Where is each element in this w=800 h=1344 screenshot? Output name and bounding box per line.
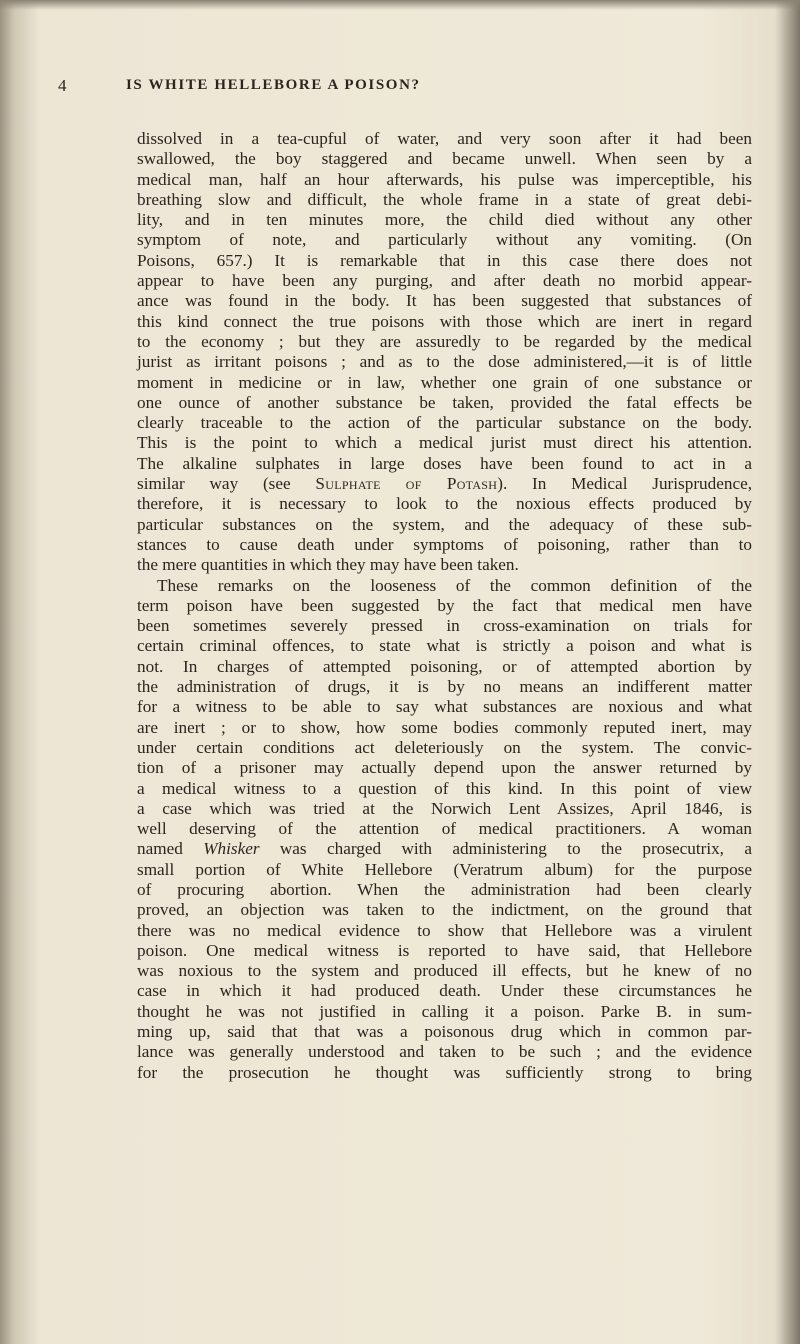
- text-line: the administration of drugs, it is by no means an indifferent matter: [137, 677, 752, 697]
- text-line: [137, 474, 752, 494]
- running-head: [0, 76, 800, 100]
- text-line: particular substances on the system, and the adequacy of these sub-: [137, 514, 752, 534]
- text-line: dissolved in a tea-cupful of water, and very soon after it had been: [137, 129, 752, 148]
- text-line: lity, and in ten minutes more, the child died without any other: [137, 210, 752, 230]
- cross-reference: Sulphate of Potash: [315, 474, 498, 494]
- text-line: to the economy ; but they are assuredly to be regarded by the medical: [137, 331, 752, 351]
- text-line: ance was found in the body. It has been suggested that substances of: [137, 291, 752, 311]
- text-line: symptom of note, and particularly without any vomiting. (On: [137, 230, 752, 250]
- text-line: clearly traceable to the action of the particular substance on the body.: [137, 413, 752, 433]
- text-span: was charged with administering to the prosecutrix, a: [259, 839, 752, 859]
- text-line: a medical witness to a question of this kind. In this point of view: [137, 778, 752, 798]
- text-line: This is the point to which a medical jurist must direct his attention.: [137, 433, 752, 453]
- text-line: moment in medicine or in law, whether one grain of one substance or: [137, 372, 752, 392]
- text-line: small portion of White Hellebore (Veratrum album) for the purpose: [137, 859, 752, 879]
- text-line: thought he was not justified in calling it a poison. Parke B. in sum-: [137, 1001, 752, 1021]
- text-line: case in which it had produced death. Under these circumstances he: [137, 981, 752, 1001]
- text-span: ). In Medical Jurisprudence,: [497, 474, 753, 494]
- defendant-name: Whisker: [203, 839, 260, 859]
- text-line: was noxious to the system and produced ill effects, but he knew of no: [137, 961, 752, 981]
- running-title: IS WHITE HELLEBORE A POISON?: [126, 77, 421, 93]
- text-line: ming up, said that that was a poisonous drug which in common par-: [137, 1022, 752, 1042]
- text-line: well deserving of the attention of medical practitioners. A woman: [137, 819, 752, 839]
- text-line: this kind connect the true poisons with those which are inert in regard: [137, 311, 752, 331]
- text-line: not. In charges of attempted poisoning, or of attempted abortion by: [137, 656, 752, 676]
- text-line: of procuring abortion. When the administration had been clearly: [137, 879, 752, 899]
- text-line: poison. One medical witness is reported to have said, that Hellebore: [137, 940, 752, 960]
- text-line: medical man, half an hour afterwards, his pulse was imperceptible, his: [137, 169, 752, 189]
- text-line: Poisons, 657.) It is remarkable that in this case there does not: [137, 250, 752, 270]
- text-line: a case which was tried at the Norwich Lent Assizes, April 1846, is: [137, 798, 752, 818]
- text-line: there was no medical evidence to show that Hellebore was a virulent: [137, 920, 752, 940]
- text-line: under certain conditions act deleteriously on the system. The convic-: [137, 737, 752, 757]
- text-line: lance was generally understood and taken to be such ; and the evidence: [137, 1042, 752, 1062]
- text-line: These remarks on the looseness of the common definition of the: [157, 575, 752, 595]
- text-line: been sometimes severely pressed in cross-examination on trials for: [137, 616, 752, 636]
- text-line: are inert ; or to show, how some bodies commonly reputed inert, may: [137, 717, 752, 737]
- text-line: proved, an objection was taken to the indictment, on the ground that: [137, 900, 752, 920]
- text-span: similar way (see: [137, 474, 316, 494]
- text-line: therefore, it is necessary to look to the noxious effects produced by: [137, 494, 752, 514]
- text-line: stances to cause death under symptoms of poisoning, rather than to: [137, 534, 752, 554]
- text-line: jurist as irritant poisons ; and as to the dose administered,—it is of little: [137, 352, 752, 372]
- text-line: one ounce of another substance be taken, provided the fatal effects be: [137, 392, 752, 412]
- text-line: [137, 839, 752, 859]
- text-line: The alkaline sulphates in large doses have been found to act in a: [137, 453, 752, 473]
- text-line: the mere quantities in which they may have been taken.: [137, 555, 519, 575]
- text-line: for the prosecution he thought was sufficiently strong to bring: [137, 1062, 752, 1082]
- text-line: term poison have been suggested by the fact that medical men have: [137, 595, 752, 615]
- text-line: certain criminal offences, to state what is strictly a poison and what is: [137, 636, 752, 656]
- page-number: 4: [58, 76, 68, 95]
- text-line: appear to have been any purging, and after death no morbid appear-: [137, 271, 752, 291]
- text-line: for a witness to be able to say what substances are noxious and what: [137, 697, 752, 717]
- body-text: [137, 129, 752, 1083]
- text-line: tion of a prisoner may actually depend upon the answer returned by: [137, 758, 752, 778]
- text-line: breathing slow and difficult, the whole frame in a state of great debi-: [137, 189, 752, 209]
- text-line: swallowed, the boy staggered and became unwell. When seen by a: [137, 149, 752, 169]
- text-span: named: [137, 839, 204, 859]
